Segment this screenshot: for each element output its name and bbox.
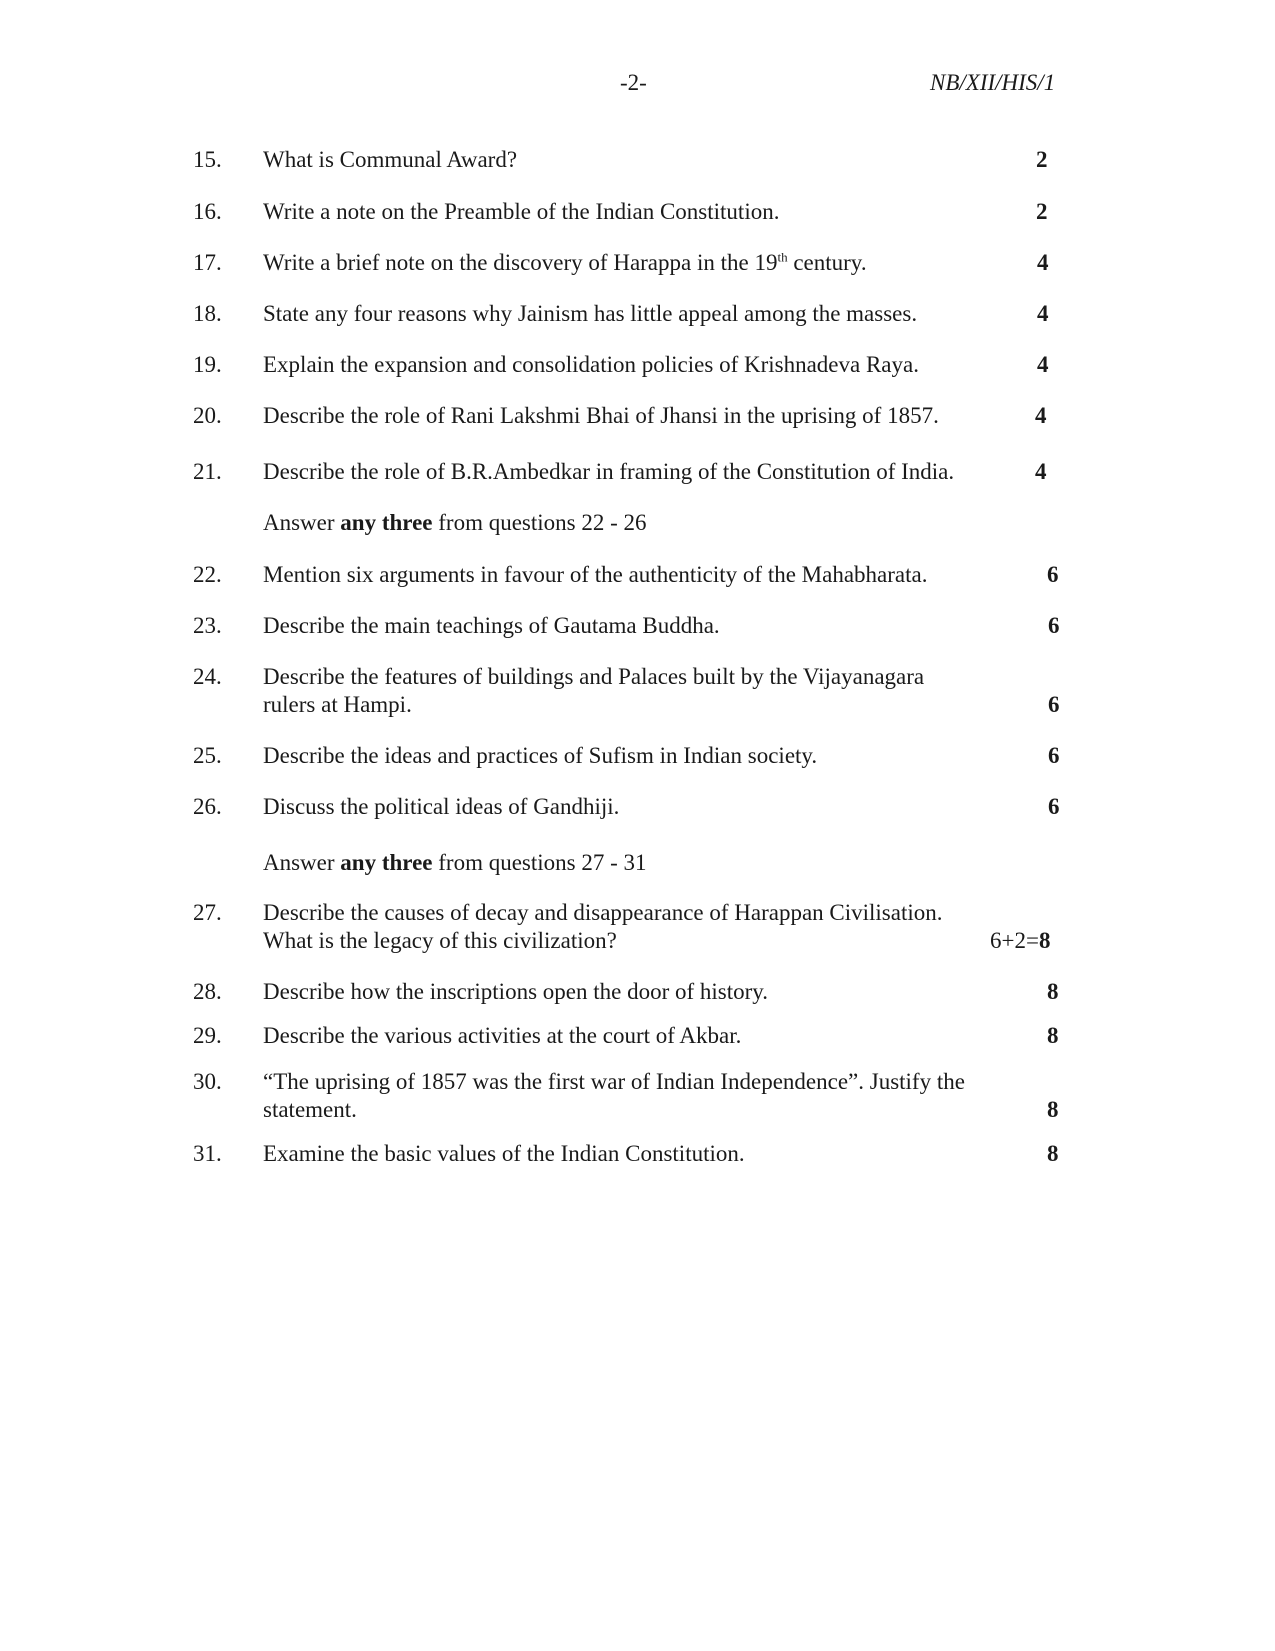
question-number: 27. — [193, 900, 222, 925]
question-text-line-1: Describe the causes of decay and disappearance of Harappan Civilisation. — [263, 900, 943, 925]
question-marks: 6 — [1048, 743, 1060, 768]
question-marks: 4 — [1037, 301, 1049, 326]
question-marks: 4 — [1037, 250, 1049, 275]
question-number: 30. — [193, 1069, 222, 1094]
question-text: Examine the basic values of the Indian Constitution. — [263, 1141, 745, 1166]
instruction-prefix: Answer — [263, 850, 341, 875]
section-instruction — [263, 848, 647, 877]
instruction-emphasis: any three — [340, 850, 433, 875]
question-number: 31. — [193, 1141, 222, 1166]
question-marks: 8 — [1047, 1023, 1059, 1048]
question-text — [263, 248, 867, 277]
question-text: Write a note on the Preamble of the Indian Constitution. — [263, 199, 780, 224]
question-text-line-2: What is the legacy of this civilization? — [263, 928, 617, 953]
question-text-line-1: Describe the features of buildings and Palaces built by the Vijayanagara — [263, 664, 925, 689]
question-marks: 6 — [1048, 794, 1060, 819]
question-marks: 2 — [1036, 147, 1048, 172]
question-text-part: century. — [787, 250, 867, 275]
question-marks: 4 — [1035, 459, 1047, 484]
question-text: Describe the role of Rani Lakshmi Bhai of Jhansi in the uprising of 1857. — [263, 403, 939, 428]
superscript: th — [777, 249, 788, 265]
question-text: Discuss the political ideas of Gandhiji. — [263, 794, 620, 819]
question-text: Describe the main teachings of Gautama Buddha. — [263, 613, 720, 638]
question-number: 15. — [193, 147, 222, 172]
question-number: 18. — [193, 301, 222, 326]
question-text-line-2: rulers at Hampi. — [263, 692, 412, 717]
question-text: Describe how the inscriptions open the door of history. — [263, 979, 769, 1004]
instruction-prefix: Answer — [263, 510, 341, 535]
question-text-line-2: statement. — [263, 1097, 357, 1122]
instruction-suffix: from questions 27 - 31 — [432, 850, 647, 875]
instruction-suffix: from questions 22 - 26 — [432, 510, 647, 535]
section-instruction — [263, 508, 647, 537]
question-number: 23. — [193, 613, 222, 638]
question-marks: 8 — [1038, 928, 1051, 953]
question-marks: 8 — [1047, 979, 1059, 1004]
question-text: State any four reasons why Jainism has little appeal among the masses. — [263, 301, 918, 326]
question-number: 16. — [193, 199, 222, 224]
question-text: Explain the expansion and consolidation policies of Krishnadeva Raya. — [263, 352, 919, 377]
question-text: What is Communal Award? — [263, 147, 518, 172]
question-marks: 2 — [1036, 199, 1048, 224]
question-number: 19. — [193, 352, 222, 377]
page-number: -2- — [620, 70, 647, 95]
question-text-line-1: “The uprising of 1857 was the first war of Indian Independence”. Justify the — [263, 1069, 965, 1094]
question-text: Describe the role of B.R.Ambedkar in framing of the Constitution of India. — [263, 459, 955, 484]
question-marks: 8 — [1047, 1141, 1059, 1166]
question-marks: 6 — [1048, 692, 1060, 717]
question-number: 25. — [193, 743, 222, 768]
question-text: Describe the ideas and practices of Sufism in Indian society. — [263, 743, 818, 768]
question-marks-breakdown — [990, 926, 1050, 955]
question-number: 28. — [193, 979, 222, 1004]
question-marks: 4 — [1035, 403, 1047, 428]
instruction-emphasis: any three — [340, 510, 433, 535]
question-number: 22. — [193, 562, 222, 587]
question-marks: 6 — [1047, 562, 1059, 587]
question-text: Mention six arguments in favour of the authenticity of the Mahabharata. — [263, 562, 928, 587]
question-number: 29. — [193, 1023, 222, 1048]
question-marks: 4 — [1037, 352, 1049, 377]
paper-code: NB/XII/HIS/1 — [930, 70, 1056, 95]
question-number: 20. — [193, 403, 222, 428]
question-text: Describe the various activities at the court of Akbar. — [263, 1023, 742, 1048]
question-text-part: Write a brief note on the discovery of Harappa in the 19 — [263, 250, 778, 275]
question-number: 26. — [193, 794, 222, 819]
question-marks: 6 — [1048, 613, 1060, 638]
question-marks: 8 — [1047, 1097, 1059, 1122]
question-number: 21. — [193, 459, 222, 484]
question-number: 24. — [193, 664, 222, 689]
question-number: 17. — [193, 250, 222, 275]
marks-expression: 6+2= — [990, 928, 1039, 953]
